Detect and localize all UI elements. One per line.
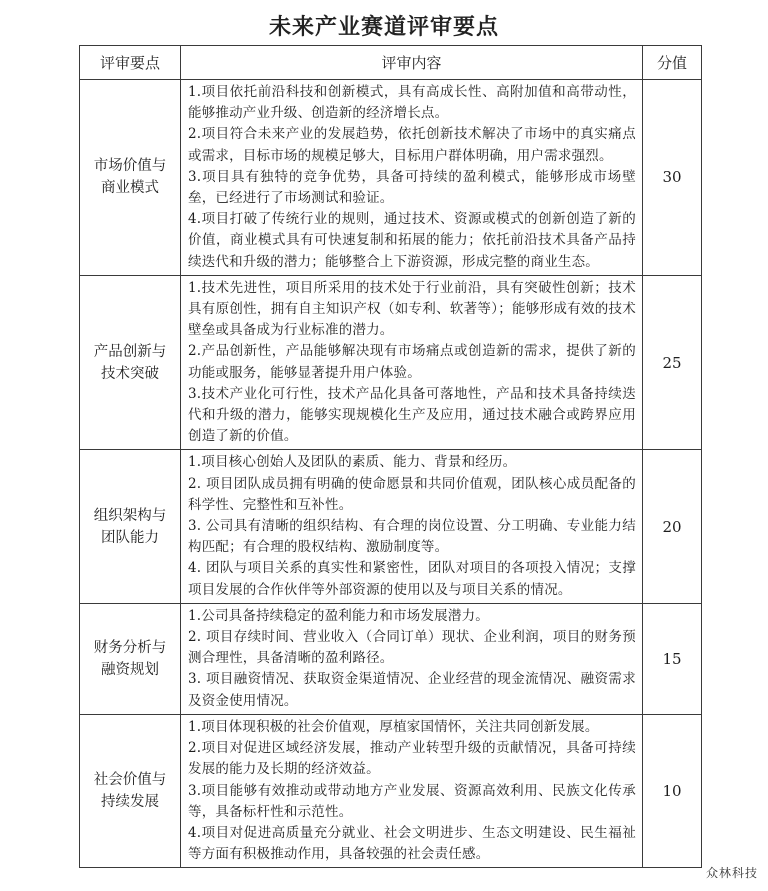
review-table — [79, 45, 702, 868]
review-content-cell — [181, 603, 643, 714]
score-cell: 30 — [643, 80, 702, 276]
review-point-line: 市场价值与 — [93, 158, 167, 175]
table-header-row — [80, 46, 702, 80]
review-criterion: 2. 项目团队成员拥有明确的使命愿景和共同价值观，团队核心成员配备的科学性、完整性和互补性。 — [188, 475, 636, 513]
table-row — [80, 450, 702, 603]
review-point-line: 财务分析与 — [93, 639, 167, 656]
review-criterion: 3. 公司具有清晰的组织结构、有合理的岗位设置、分工明确、专业能力结构匹配；有合理的股权结构、激励制度等。 — [188, 518, 636, 556]
review-point-line: 社会价值与 — [93, 772, 167, 789]
table-row — [80, 275, 702, 450]
review-criterion: 3.项目能够有效推动或带动地方产业发展、资源高效利用、民族文化传承等，具备标杆性和示范性。 — [188, 782, 636, 820]
review-criterion: 3. 项目融资情况、获取资金渠道情况、企业经营的现金流情况、融资需求及资金使用情况。 — [188, 671, 636, 709]
header-content: 评审内容 — [181, 46, 643, 80]
review-criterion: 2.项目符合未来产业的发展趋势，依托创新技术解决了市场中的真实痛点或需求，目标市场的规模足够大，目标用户群体明确，用户需求强烈。 — [188, 126, 636, 164]
review-point-line: 组织架构与 — [93, 507, 167, 524]
review-content-cell — [181, 714, 643, 867]
score-cell: 20 — [643, 450, 702, 603]
review-content-cell — [181, 80, 643, 276]
review-point-cell — [80, 80, 181, 276]
watermark-logo: 众林科技 — [705, 866, 758, 880]
review-point-line: 持续发展 — [101, 794, 159, 811]
review-criterion: 1.公司具备持续稳定的盈利能力和市场发展潜力。 — [188, 607, 489, 624]
header-score: 分值 — [643, 46, 702, 80]
review-criterion: 4. 团队与项目关系的真实性和紧密性，团队对项目的各项投入情况；支撑项目发展的合作伙伴等外部资源的使用以及与项目关系的情况。 — [188, 560, 636, 598]
review-criterion: 1.项目体现积极的社会价值观，厚植家国情怀，关注共同创新发展。 — [188, 718, 599, 735]
score-cell: 15 — [643, 603, 702, 714]
review-criterion: 1.项目核心创始人及团队的素质、能力、背景和经历。 — [188, 454, 517, 471]
review-criterion: 4.项目对促进高质量充分就业、社会文明进步、生态文明建设、民生福祉等方面有积极推动作用，具备较强的社会责任感。 — [188, 824, 636, 863]
review-point-cell — [80, 603, 181, 714]
table-row — [80, 80, 702, 276]
review-point-cell — [80, 275, 181, 450]
review-point-line: 产品创新与 — [93, 343, 167, 360]
document-title: 未来产业赛道评审要点 — [268, 15, 499, 40]
score-cell: 25 — [643, 275, 702, 450]
review-criterion: 1.技术先进性，项目所采用的技术处于行业前沿，具有突破性创新；技术具有原创性，拥有自主知识产权（如专利、软著等）；能够形成有效的技术壁垒或具备成为行业标准的潜力。 — [188, 279, 636, 339]
review-point-line: 团队能力 — [101, 529, 159, 546]
review-criterion: 4.项目打破了传统行业的规则，通过技术、资源或模式的创新创造了新的价值，商业模式具有可快速复制和拓展的能力；依托前沿技术具备产品持续迭代和升级的潜力；能够整合上下游资源，形成完整的商业生态。 — [188, 211, 636, 270]
review-criterion: 1.项目依托前沿科技和创新模式，具有高成长性、高附加值和高带动性，能够推动产业升级、创造新的经济增长点。 — [188, 84, 636, 122]
header-point: 评审要点 — [80, 46, 181, 80]
table-row — [80, 603, 702, 714]
review-point-line: 商业模式 — [101, 180, 159, 197]
review-criterion: 2.产品创新性，产品能够解决现有市场痛点或创造新的需求，提供了新的功能或服务，能够显著提升用户体验。 — [188, 343, 636, 381]
review-point-line: 融资规划 — [101, 661, 159, 678]
review-criterion: 3.技术产业化可行性，技术产品化具备可落地性，产品和技术具备持续迭代和升级的潜力，能够实现规模化生产及应用，通过技术融合或跨界应用创造了新的价值。 — [188, 385, 636, 445]
review-point-cell — [80, 714, 181, 867]
review-criterion: 2.项目对促进区域经济发展，推动产业转型升级的贡献情况，具备可持续发展的能力及长期的经济效益。 — [188, 740, 636, 778]
review-content-cell — [181, 450, 643, 603]
score-cell: 10 — [643, 714, 702, 867]
review-content-cell — [181, 275, 643, 450]
review-point-cell — [80, 450, 181, 603]
review-point-line: 技术突破 — [101, 365, 159, 382]
review-criterion: 2. 项目存续时间、营业收入（合同订单）现状、企业利润，项目的财务预测合理性，具备清晰的盈利路径。 — [188, 629, 636, 667]
table-row — [80, 714, 702, 867]
review-criterion: 3.项目具有独特的竞争优势，具备可持续的盈利模式，能够形成市场壁垒，已经进行了市场测试和验证。 — [188, 168, 636, 207]
